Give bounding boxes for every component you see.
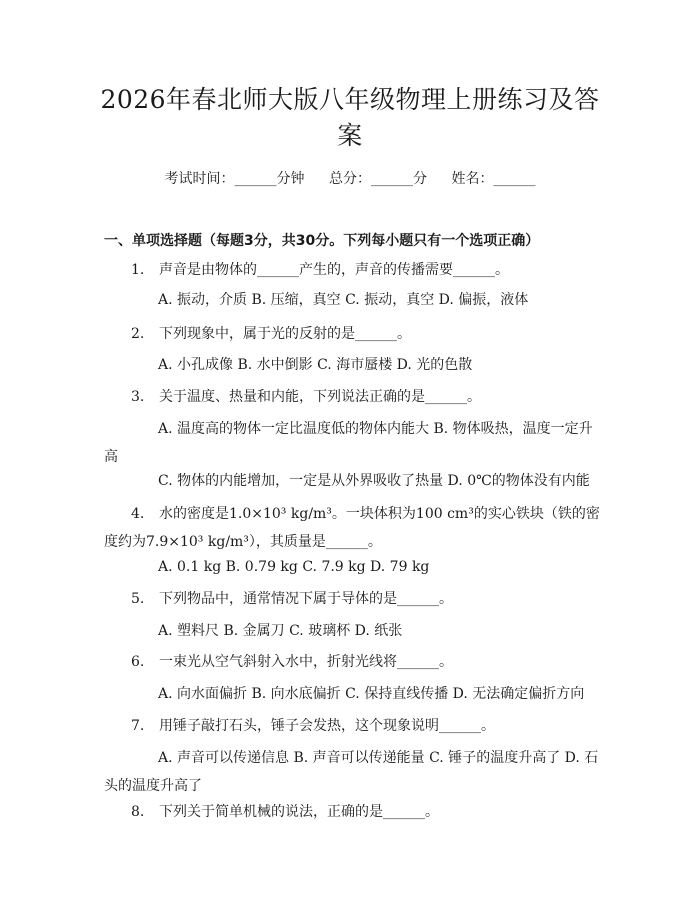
question-text: 关于温度、热量和内能，下列说法正确的是______。 [159, 389, 481, 405]
page-title: 2026年春北师大版八年级物理上册练习及答案 [100, 85, 600, 150]
question-number: 1. [131, 262, 145, 278]
question-6-options: A. 向水面偏折 B. 向水底偏折 C. 保持直线传播 D. 无法确定偏折方向 [158, 686, 585, 702]
question-5-options: A. 塑料尺 B. 金属刀 C. 玻璃杯 D. 纸张 [158, 623, 403, 639]
question-text: 水的密度是1.0×10³ kg/m³。一块体积为100 cm³的实心铁块（铁的密度约为7.9×10³ kg/m³），其质量是______。 [104, 506, 600, 550]
question-number: 5. [131, 591, 145, 607]
question-7 [131, 712, 495, 740]
question-4-options: A. 0.1 kg B. 0.79 kg C. 7.9 kg D. 79 kg [158, 559, 430, 575]
question-text: 下列物品中，通常情况下属于导体的是______。 [159, 591, 453, 607]
section-heading: 一、单项选择题（每题3分，共30分。下列每小题只有一个选项正确） [104, 233, 540, 249]
question-3-options-a-b: A. 温度高的物体一定比温度低的物体内能大 B. 物体吸热，温度一定升高 [104, 421, 593, 465]
question-number: 8. [131, 804, 145, 820]
question-1-options: A. 振动，介质 B. 压缩，真空 C. 振动，真空 D. 偏振，液体 [158, 292, 529, 308]
question-3 [131, 383, 481, 411]
question-1 [131, 256, 509, 284]
question-number: 7. [131, 718, 145, 734]
question-8 [131, 798, 439, 826]
exam-time: 考试时间：______分钟 [164, 171, 305, 187]
question-text: 声音是由物体的______产生的，声音的传播需要______。 [159, 262, 509, 278]
question-text: 一束光从空气斜射入水中，折射光线将______。 [159, 654, 453, 670]
question-number: 4. [131, 506, 145, 522]
question-text: 用锤子敲打石头，锤子会发热，这个现象说明______。 [159, 718, 495, 734]
question-text: 下列关于简单机械的说法，正确的是______。 [159, 804, 439, 820]
question-text: 下列现象中，属于光的反射的是______。 [159, 326, 411, 342]
question-number: 6. [131, 654, 145, 670]
question-2-options: A. 小孔成像 B. 水中倒影 C. 海市蜃楼 D. 光的色散 [158, 357, 473, 373]
question-4 [104, 500, 604, 556]
exam-score: 总分：______分 [329, 171, 427, 187]
question-6 [131, 648, 453, 676]
exam-name: 姓名：______ [451, 171, 536, 187]
question-5 [131, 585, 453, 613]
question-3-options-c-d: C. 物体的内能增加，一定是从外界吸收了热量 D. 0℃的物体没有内能 [158, 473, 590, 489]
question-2 [131, 320, 411, 348]
question-number: 2. [131, 326, 145, 342]
question-7-options: A. 声音可以传递信息 B. 声音可以传递能量 C. 锤子的温度升高了 D. 石头的温度升高了 [104, 750, 599, 794]
question-number: 3. [131, 389, 145, 405]
exam-meta [0, 168, 700, 188]
